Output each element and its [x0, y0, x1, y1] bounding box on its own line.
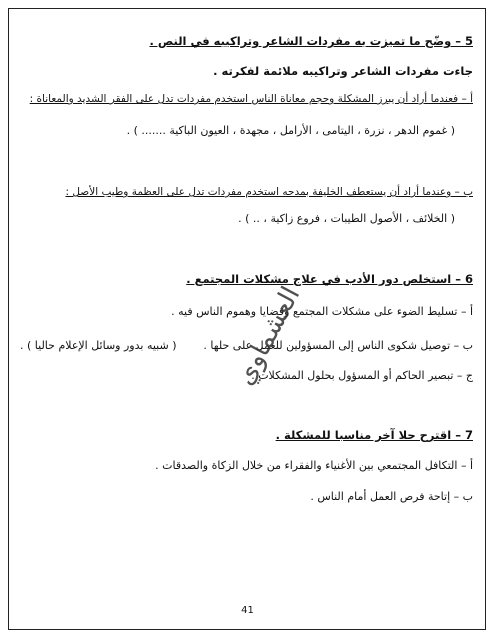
question-5-intro: جاءت مفردات الشاعر وتراكيبه ملائمة لفكرته .	[213, 64, 473, 78]
question-6-point-b: ب – توصيل شكوى الناس إلى المسؤولين للعمل على حلها .	[203, 339, 473, 352]
question-5-point-b-examples: ( الخلائف ، الأصول الطيبات ، فروع زاكية ، .. ) .	[238, 212, 455, 225]
author-watermark: العشماوي	[229, 281, 307, 391]
question-5-point-a-examples: ( غموم الدهر ، نزرة ، اليتامى ، الأرامل ، مجهدة ، العيون الباكية ....... ) .	[126, 124, 455, 137]
question-5-point-b: ب – وعندما أراد أن يستعطف الخليفة بمدحه استخدم مفردات تدل على العظمة وطيب الأصل :	[65, 186, 473, 198]
question-7-point-b: ب – إتاحة فرص العمل أمام الناس .	[310, 490, 473, 503]
question-7-point-a: أ – التكافل المجتمعي بين الأغنياء والفقراء من خلال الزكاة والصدقات .	[155, 459, 473, 472]
question-6-title: 6 – استخلص دور الأدب في علاج مشكلات المجتمع .	[186, 272, 473, 286]
question-5-point-a: أ – فعندما أراد أن يبرز المشكلة وحجم معاناة الناس استخدم مفردات تدل على الفقر الشديد والمعاناة :	[29, 93, 473, 105]
page-number: 41	[241, 605, 254, 616]
question-5-title: 5 – وضّح ما تميزت به مفردات الشاعر وتراكيبه في النص .	[149, 34, 473, 48]
question-6-point-b-note: ( شبيه بدور وسائل الإعلام حاليا ) .	[20, 339, 177, 352]
question-6-point-a: أ – تسليط الضوء على مشكلات المجتمع وقضايا وهموم الناس فيه .	[171, 305, 473, 318]
question-7-title: 7 – اقترح حلا آخر مناسبا للمشكلة .	[275, 428, 473, 442]
question-6-point-c: ج – تبصير الحاكم أو المسؤول بحلول المشكلات .	[251, 369, 473, 382]
